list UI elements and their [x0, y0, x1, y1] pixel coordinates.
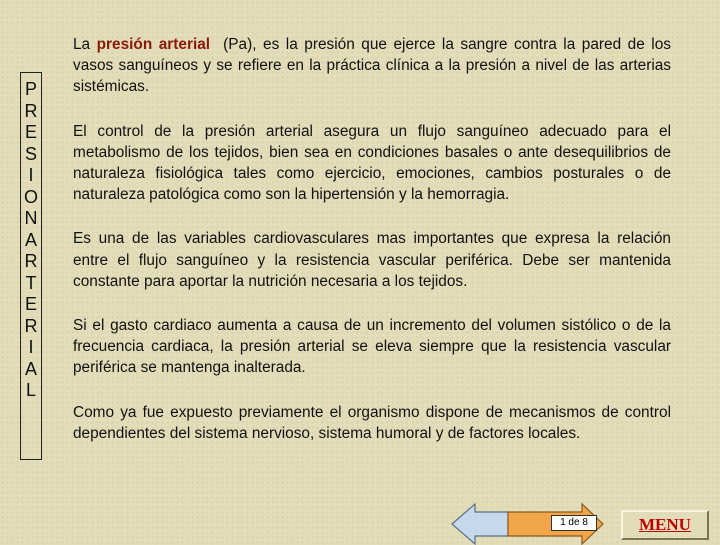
highlighted-term: presión arterial	[96, 36, 211, 53]
paragraph-variables: Es una de las variables cardiovasculares mas importantes que expresa la relación entre el flujo sanguíneo y la resistencia vascular periférica. Debe ser mantenida constante para aportar la nutrición necesaria a los tejidos.	[73, 230, 671, 290]
body-text	[73, 34, 676, 467]
title-letter: R	[24, 315, 38, 336]
title-letter: S	[24, 143, 37, 164]
title-letter: O	[23, 186, 38, 207]
title-letter: I	[28, 165, 34, 185]
title-letter: E	[24, 294, 37, 314]
paragraph-control: El control de la presión arterial asegura un flujo sanguíneo adecuado para el metabolismo de los tejidos, bien sea en condiciones basales o ante desequilibrios de naturaleza fisiológica tales como ejercicio, emociones, cambios posturales o de naturaleza patológica como son la hipertensión y la hemorragia.	[73, 122, 671, 204]
paragraph-prefix: La	[73, 36, 97, 53]
title-letter: T	[25, 272, 37, 293]
menu-button[interactable]	[621, 510, 709, 540]
paragraph-definition	[73, 34, 676, 98]
page-counter: 1 de 8	[551, 515, 597, 531]
menu-label: MENU	[639, 515, 691, 534]
title-letter: P	[24, 79, 37, 99]
title-letter: R	[24, 100, 38, 121]
title-letter: I	[28, 337, 34, 357]
title-letter: A	[24, 358, 37, 379]
paragraph-mechanisms: Como ya fue expuesto previamente el organismo dispone de mecanismos de control dependientes del sistema nervioso, sistema humoral y de factores locales.	[73, 403, 671, 442]
title-letter: R	[24, 251, 38, 271]
paragraph-rest: (Pa), es la presión que ejerce la sangre contra la pared de los vasos sanguíneos y se refiere en la práctica clínica a la presión a nivel de las arterias sistémicas.	[73, 36, 676, 96]
vertical-title	[21, 73, 41, 402]
back-arrow-icon[interactable]	[452, 504, 508, 544]
title-letter: A	[24, 229, 37, 250]
title-letter: N	[24, 208, 38, 228]
title-letter: E	[24, 122, 37, 142]
paragraph-cardiac-output: Si el gasto cardiaco aumenta a causa de un incremento del volumen sistólico o de la frecuencia cardiaca, la presión arterial se eleva siempre que la resistencia vascular periférica se mantenga inalterada.	[73, 317, 671, 377]
vertical-title-box	[20, 72, 42, 460]
title-letter: L	[25, 380, 36, 400]
